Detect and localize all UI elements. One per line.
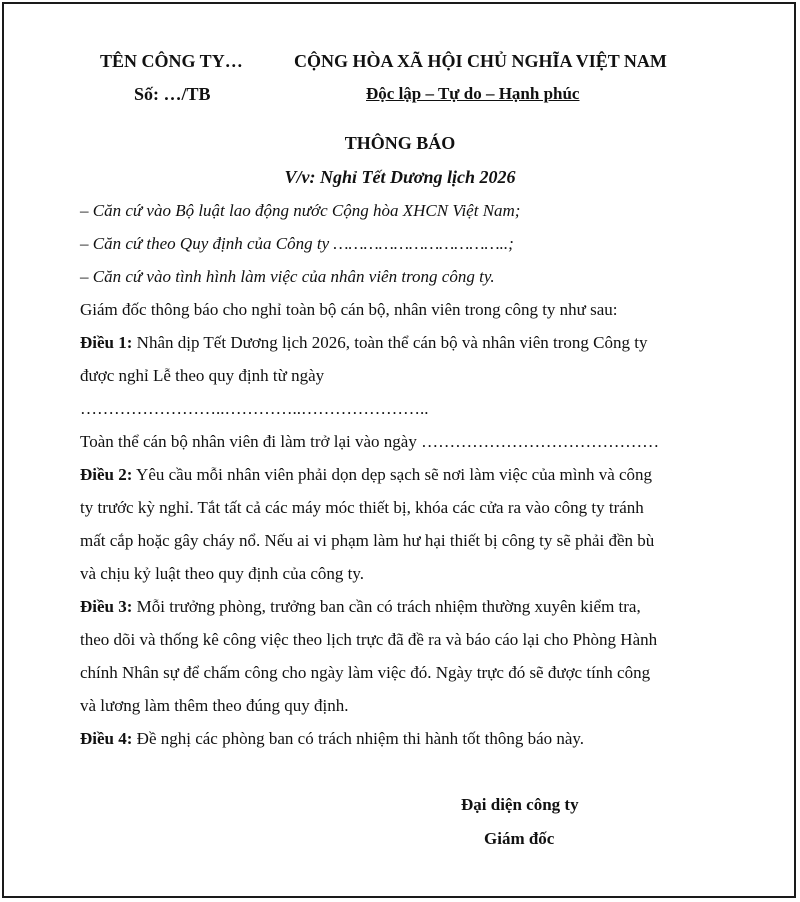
- article-1-line-1: [80, 333, 647, 353]
- article-1-text: Nhân dịp Tết Dương lịch 2026, toàn thể cán bộ và nhân viên trong Công ty: [132, 333, 648, 352]
- national-title: CỘNG HÒA XÃ HỘI CHỦ NGHĨA VIỆT NAM: [294, 51, 667, 71]
- legal-basis-2: – Căn cứ theo Quy định của Công ty ……………………………..;: [80, 234, 514, 253]
- article-1-line-4: Toàn thể cán bộ nhân viên đi làm trở lại vào ngày ……………………………………: [80, 432, 660, 451]
- signature-representative: Đại diện công ty: [461, 795, 579, 814]
- article-3-line-4: và lương làm thêm theo đúng quy định.: [80, 696, 349, 715]
- legal-basis-3: – Căn cứ vào tình hình làm việc của nhân viên trong công ty.: [80, 267, 495, 286]
- signature-position: Giám đốc: [484, 829, 555, 848]
- article-2-label: Điều 2:: [80, 465, 133, 484]
- article-3-text: Mỗi trưởng phòng, trưởng ban cần có trách nhiệm thường xuyên kiểm tra,: [132, 597, 641, 616]
- article-4-label: Điều 4:: [80, 729, 133, 748]
- article-2-line-3: mất cắp hoặc gây cháy nổ. Nếu ai vi phạm làm hư hại thiết bị công ty sẽ phải đền bù: [80, 531, 655, 550]
- notice-subject: V/v: Nghỉ Tết Dương lịch 2026: [284, 167, 516, 187]
- article-3-line-3: chính Nhân sự để chấm công cho ngày làm việc đó. Ngày trực đó sẽ được tính công: [80, 663, 651, 682]
- article-4-text: Đề nghị các phòng ban có trách nhiệm thi hành tốt thông báo này.: [132, 729, 585, 748]
- notice-title: THÔNG BÁO: [344, 133, 456, 153]
- article-3-label: Điều 3:: [80, 597, 133, 616]
- company-name: TÊN CÔNG TY…: [100, 51, 243, 71]
- article-3-line-1: [80, 597, 641, 617]
- article-2-text: Yêu cầu mỗi nhân viên phải dọn dẹp sạch sẽ nơi làm việc của mình và công: [132, 465, 653, 484]
- article-2-line-1: [80, 465, 652, 485]
- article-3-line-2: theo dõi và thống kê công việc theo lịch trực đã đề ra và báo cáo lại cho Phòng Hành: [80, 630, 658, 649]
- article-2-line-2: ty trước kỳ nghỉ. Tắt tất cả các máy móc thiết bị, khóa các cửa ra vào công ty tránh: [80, 498, 644, 517]
- national-motto: Độc lập – Tự do – Hạnh phúc: [366, 84, 580, 103]
- article-1-line-2: được nghỉ Lễ theo quy định từ ngày: [80, 366, 325, 385]
- article-2-line-4: và chịu kỷ luật theo quy định của công ty.: [80, 564, 365, 583]
- legal-basis-1: – Căn cứ vào Bộ luật lao động nước Cộng hòa XHCN Việt Nam;: [80, 201, 521, 220]
- document-number: Số: …/TB: [134, 84, 211, 104]
- article-1-label: Điều 1:: [80, 333, 133, 352]
- intro-line: Giám đốc thông báo cho nghỉ toàn bộ cán bộ, nhân viên trong công ty như sau:: [80, 300, 618, 319]
- article-4-line-1: [80, 729, 584, 749]
- article-1-line-3: ……………………..…………..…………………..: [80, 399, 429, 418]
